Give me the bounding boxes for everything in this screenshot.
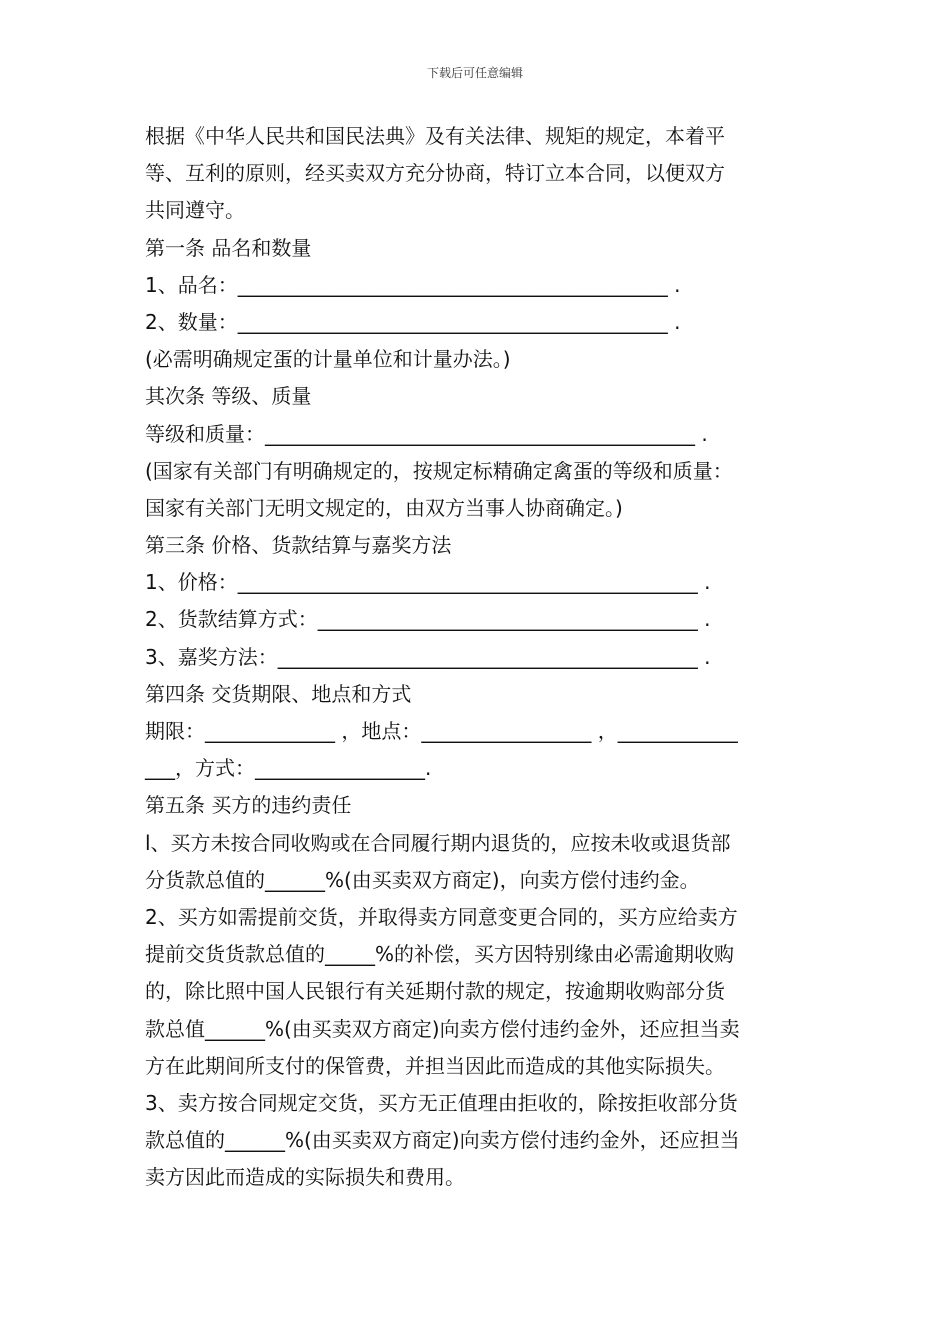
text-line: 款总值的______%(由买卖双方商定)向卖方偿付违约金外，还应担当	[145, 1128, 740, 1153]
page-header: 下载后可任意编辑	[426, 66, 523, 80]
text-line: 国家有关部门无明文规定的，由双方当事人协商确定。)	[145, 495, 623, 520]
text-line: 的，除比照中国人民银行有关延期付款的规定，按逾期收购部分货	[145, 979, 725, 1004]
text-line: 2、买方如需提前交货，并取得卖方同意变更合同的，买方应给卖方	[145, 904, 738, 929]
section-heading: 第四条 交货期限、地点和方式	[145, 681, 412, 706]
text-line: 卖方因此而造成的实际损失和费用。	[145, 1165, 465, 1190]
section-heading: 第三条 价格、货款结算与嘉奖方法	[145, 533, 452, 558]
form-line: 1、品名：___________________________________________ .	[145, 272, 681, 297]
section-heading: 第一条 品名和数量	[145, 235, 312, 260]
text-line: l、买方未按合同收购或在合同履行期内退货的，应按未收或退货部	[145, 830, 731, 855]
text-line: (必需明确规定蛋的计量单位和计量办法。)	[145, 347, 511, 372]
section-heading: 第五条 买方的违约责任	[145, 793, 352, 818]
section-heading: 其次条 等级、质量	[145, 384, 312, 409]
text-line: 分货款总值的______%(由买卖双方商定)，向卖方偿付违约金。	[145, 867, 700, 892]
text-line: 等、互利的原则，经买卖双方充分协商，特订立本合同，以便双方	[145, 161, 725, 186]
text-line: 提前交货货款总值的_____%的补偿，买方因特别缘由必需逾期收购	[145, 942, 735, 967]
form-line: 1、价格：______________________________________________ .	[145, 570, 711, 595]
form-line: 等级和质量：___________________________________________ .	[145, 421, 708, 446]
text-line: 3、卖方按合同规定交货，买方无正值理由拒收的，除按拒收部分货	[145, 1090, 738, 1115]
form-line: 2、货款结算方式：______________________________________ .	[145, 607, 711, 632]
form-line: 2、数量：___________________________________________ .	[145, 309, 681, 334]
form-line: ___，方式：_________________.	[145, 756, 432, 781]
text-line: 根据《中华人民共和国民法典》及有关法律、规矩的规定，本着平	[145, 124, 725, 148]
text-line: 共同遵守。	[145, 198, 245, 223]
form-line: 期限：_____________ ，地点：_________________ ，____________	[145, 719, 738, 743]
text-line: 方在此期间所支付的保管费，并担当因此而造成的其他实际损失。	[145, 1053, 725, 1078]
form-line: 3、嘉奖方法：__________________________________________ .	[145, 644, 711, 669]
contract-body	[145, 118, 810, 1196]
text-line: (国家有关部门有明确规定的，按规定标精确定禽蛋的等级和质量：	[145, 458, 733, 483]
text-line: 款总值______%(由买卖双方商定)向卖方偿付违约金外，还应担当卖	[145, 1016, 740, 1041]
